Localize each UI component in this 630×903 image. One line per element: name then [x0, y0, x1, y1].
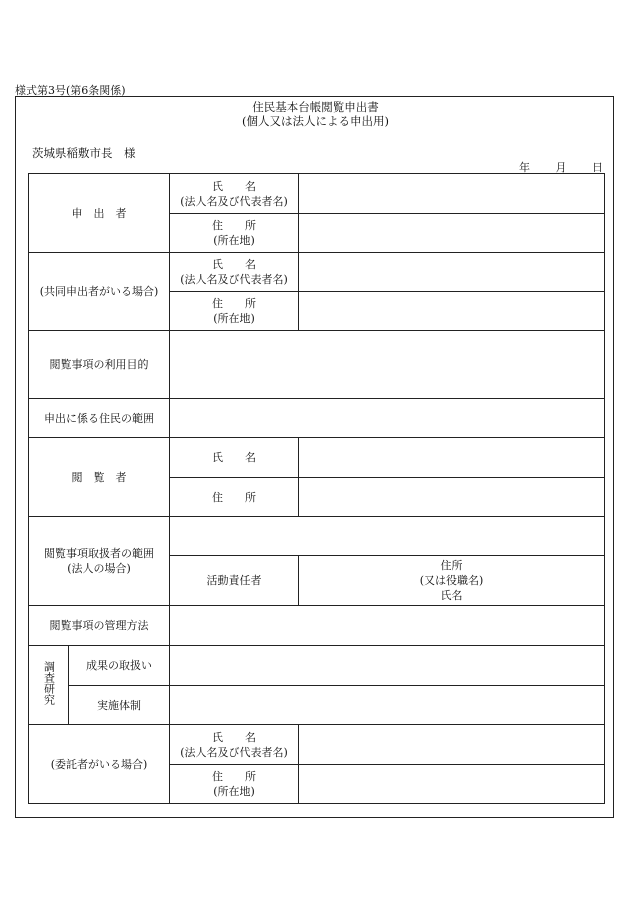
application-form — [15, 96, 614, 818]
form-number-label: 様式第3号(第6条関係) — [15, 84, 126, 97]
date-year: 年 — [519, 161, 530, 174]
research-label: 調査研究 — [29, 646, 69, 725]
purpose-field[interactable] — [170, 331, 605, 399]
scope-label: 申出に係る住民の範囲 — [29, 399, 170, 438]
applicant-address-label: 住 所 (所在地) — [170, 214, 299, 253]
date-month: 月 — [555, 161, 567, 174]
purpose-row — [29, 331, 605, 399]
management-row — [29, 606, 605, 646]
activity-address-line: 住所 — [440, 559, 463, 572]
scope-row — [29, 399, 605, 438]
applicant-name-field[interactable] — [299, 174, 605, 214]
research-system-label: 実施体制 — [69, 686, 170, 725]
viewer-name-field[interactable] — [299, 438, 605, 478]
joint-applicant-label: (共同申出者がいる場合) — [29, 253, 170, 331]
research-system-row — [29, 686, 605, 725]
trustee-name-label: 氏 名 (法人名及び代表者名) — [170, 725, 299, 765]
trustee-name-field[interactable] — [299, 725, 605, 765]
joint-name-row — [29, 253, 605, 292]
trustee-name-row — [29, 725, 605, 765]
activity-name-line: 氏名 — [440, 589, 463, 602]
form-subtitle: (個人又は法人による申出用) — [242, 114, 389, 128]
date-day: 日 — [592, 161, 603, 174]
handler-label: 閲覧事項取扱者の範囲 (法人の場合) — [29, 517, 170, 606]
joint-address-field[interactable] — [299, 292, 605, 331]
joint-address-label: 住 所 (所在地) — [170, 292, 299, 331]
applicant-name-label: 氏 名 (法人名及び代表者名) — [170, 174, 299, 214]
addressee: 茨城県稲敷市長 様 — [32, 146, 136, 160]
trustee-label: (委託者がいる場合) — [29, 725, 170, 804]
handler-field[interactable] — [170, 517, 605, 556]
form-title: 住民基本台帳閲覧申出書 — [252, 100, 379, 114]
management-label: 閲覧事項の管理方法 — [29, 606, 170, 646]
research-results-row — [29, 646, 605, 686]
viewer-address-label: 住 所 — [170, 478, 299, 517]
applicant-label: 申 出 者 — [29, 174, 170, 253]
viewer-name-label: 氏 名 — [170, 438, 299, 478]
activity-title-line: (又は役職名) — [419, 574, 484, 587]
viewer-address-field[interactable] — [299, 478, 605, 517]
applicant-name-row — [29, 174, 605, 214]
applicant-address-field[interactable] — [299, 214, 605, 253]
activity-field[interactable] — [299, 556, 605, 606]
handler-row — [29, 517, 605, 556]
form-table — [28, 173, 605, 804]
scope-field[interactable] — [170, 399, 605, 438]
research-results-label: 成果の取扱い — [69, 646, 170, 686]
management-field[interactable] — [170, 606, 605, 646]
joint-name-label: 氏 名 (法人名及び代表者名) — [170, 253, 299, 292]
viewer-label: 閲 覧 者 — [29, 438, 170, 517]
viewer-name-row — [29, 438, 605, 478]
research-results-field[interactable] — [170, 646, 605, 686]
purpose-label: 閲覧事項の利用目的 — [29, 331, 170, 399]
trustee-address-label: 住 所 (所在地) — [170, 765, 299, 804]
trustee-address-field[interactable] — [299, 765, 605, 804]
research-system-field[interactable] — [170, 686, 605, 725]
activity-label: 活動責任者 — [170, 556, 299, 606]
joint-name-field[interactable] — [299, 253, 605, 292]
